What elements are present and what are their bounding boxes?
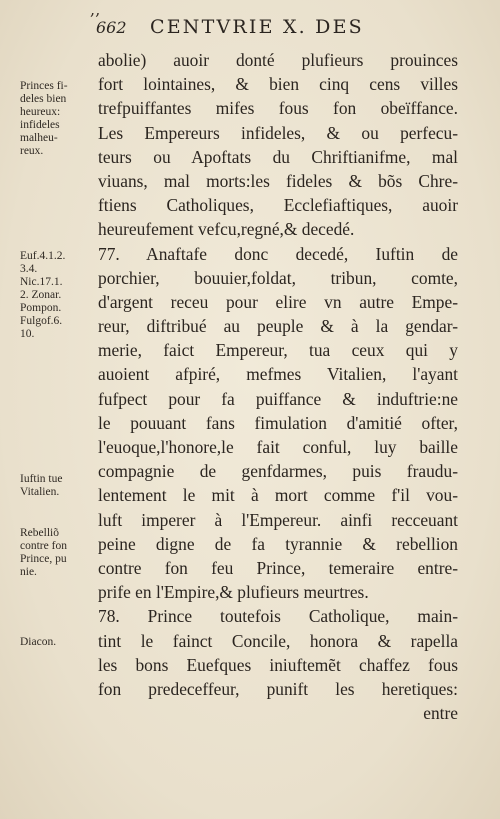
- body-line: abolie) auoir donté plufieurs prouinces: [98, 50, 458, 70]
- margin-note-line: 3.4.: [20, 263, 38, 275]
- margin-note-line: Princes fi-: [20, 80, 68, 92]
- margin-note-line: contre fon: [20, 540, 67, 552]
- running-title: CENTVRIE X. DES: [150, 16, 364, 38]
- body-line: l'euoque,l'honore,le fait conful, luy baille: [98, 437, 458, 457]
- margin-note-line: Diacon.: [20, 636, 57, 648]
- margin-note-princes: [20, 80, 100, 158]
- margin-note-line: Nic.17.1.: [20, 276, 63, 288]
- margin-note-line: Iuftin tue: [20, 473, 63, 485]
- body-line: auoient afpiré, mefmes Vitalien, l'ayant: [98, 364, 458, 385]
- body-line: teurs ou Apoftats du Chriftianifme, mal: [98, 146, 458, 167]
- body-line: luft imperer à l'Empereur. ainfi recceuant: [98, 509, 458, 530]
- page-number: 662: [96, 18, 127, 37]
- body-text: [98, 48, 458, 725]
- body-line: contre fon feu Prince, temeraire entre-: [98, 557, 458, 578]
- body-line: entre: [423, 703, 458, 724]
- margin-note-line: nie.: [20, 566, 37, 578]
- margin-note-diacon: [20, 636, 100, 649]
- margin-note-line: 10.: [20, 328, 35, 340]
- body-line: porchier, bouuier,foldat, tribun, comte,: [98, 267, 458, 288]
- body-line: reur, diftribué au peuple & à la gendar-: [98, 316, 458, 337]
- margin-note-line: heureux:: [20, 106, 61, 118]
- body-line: lentement le mit à mort comme f'il vou-: [98, 485, 458, 506]
- body-line: 77. Anaftafe donc decedé, Iuftin de: [98, 243, 458, 264]
- margin-note-line: deles bien: [20, 93, 67, 105]
- body-line: le pouuant fans fimulation d'amitié ofter,: [98, 412, 458, 433]
- margin-note-line: reux.: [20, 145, 44, 157]
- margin-note-line: Pompon.: [20, 302, 62, 314]
- body-line: d'argent receu pour elire vn autre Empe-: [98, 291, 458, 312]
- margin-note-line: Rebelliõ: [20, 527, 59, 539]
- body-line: peine digne de fa tyrannie & rebellion: [98, 533, 458, 554]
- body-line: heureufement vefcu,regné,& decedé.: [98, 219, 355, 240]
- margin-note-iustin: [20, 473, 100, 499]
- body-line: trefpuiffantes mifes fous fon obeïffance.: [98, 98, 458, 119]
- printer-mark: ,‚: [90, 0, 101, 19]
- body-line: merie, faict Empereur, tua ceux qui y: [98, 340, 458, 361]
- margin-note-rebellion: [20, 527, 100, 579]
- body-line: prife en l'Empire,& plufieurs meurtres.: [98, 582, 369, 603]
- margin-note-line: Euf.4.1.2.: [20, 250, 66, 262]
- margin-note-line: 2. Zonar.: [20, 289, 62, 301]
- page-header: [80, 16, 460, 44]
- body-line: fort lointaines, & bien cinq cens villes: [98, 74, 458, 95]
- margin-note-line: Fulgof.6.: [20, 315, 63, 327]
- body-line: les bons Euefques iniuftemẽt chaffez fous: [98, 654, 458, 675]
- margin-notes: [0, 0, 100, 819]
- body-line: ftiens Catholiques, Ecclefiaftiques, auoir: [98, 195, 458, 216]
- body-line: 78. Prince toutefois Catholique, main-: [98, 606, 458, 627]
- margin-note-line: Vitalien.: [20, 486, 60, 498]
- body-line: Les Empereurs infideles, & ou perfecu-: [98, 122, 458, 143]
- body-line: tint le fainct Concile, honora & rapella: [98, 630, 458, 651]
- body-line: fon predeceffeur, punift les heretiques:: [98, 678, 458, 699]
- body-line: fufpect pour fa puiffance & induftrie:ne: [98, 388, 458, 409]
- margin-note-eusebius: [20, 250, 100, 341]
- body-line: compagnie de genfdarmes, puis fraudu-: [98, 461, 458, 482]
- margin-note-line: malheu-: [20, 132, 58, 144]
- margin-note-line: Prince, pu: [20, 553, 67, 565]
- margin-note-line: infideles: [20, 119, 60, 131]
- body-line: viuans, mal morts:les fideles & bõs Chre-: [98, 170, 458, 191]
